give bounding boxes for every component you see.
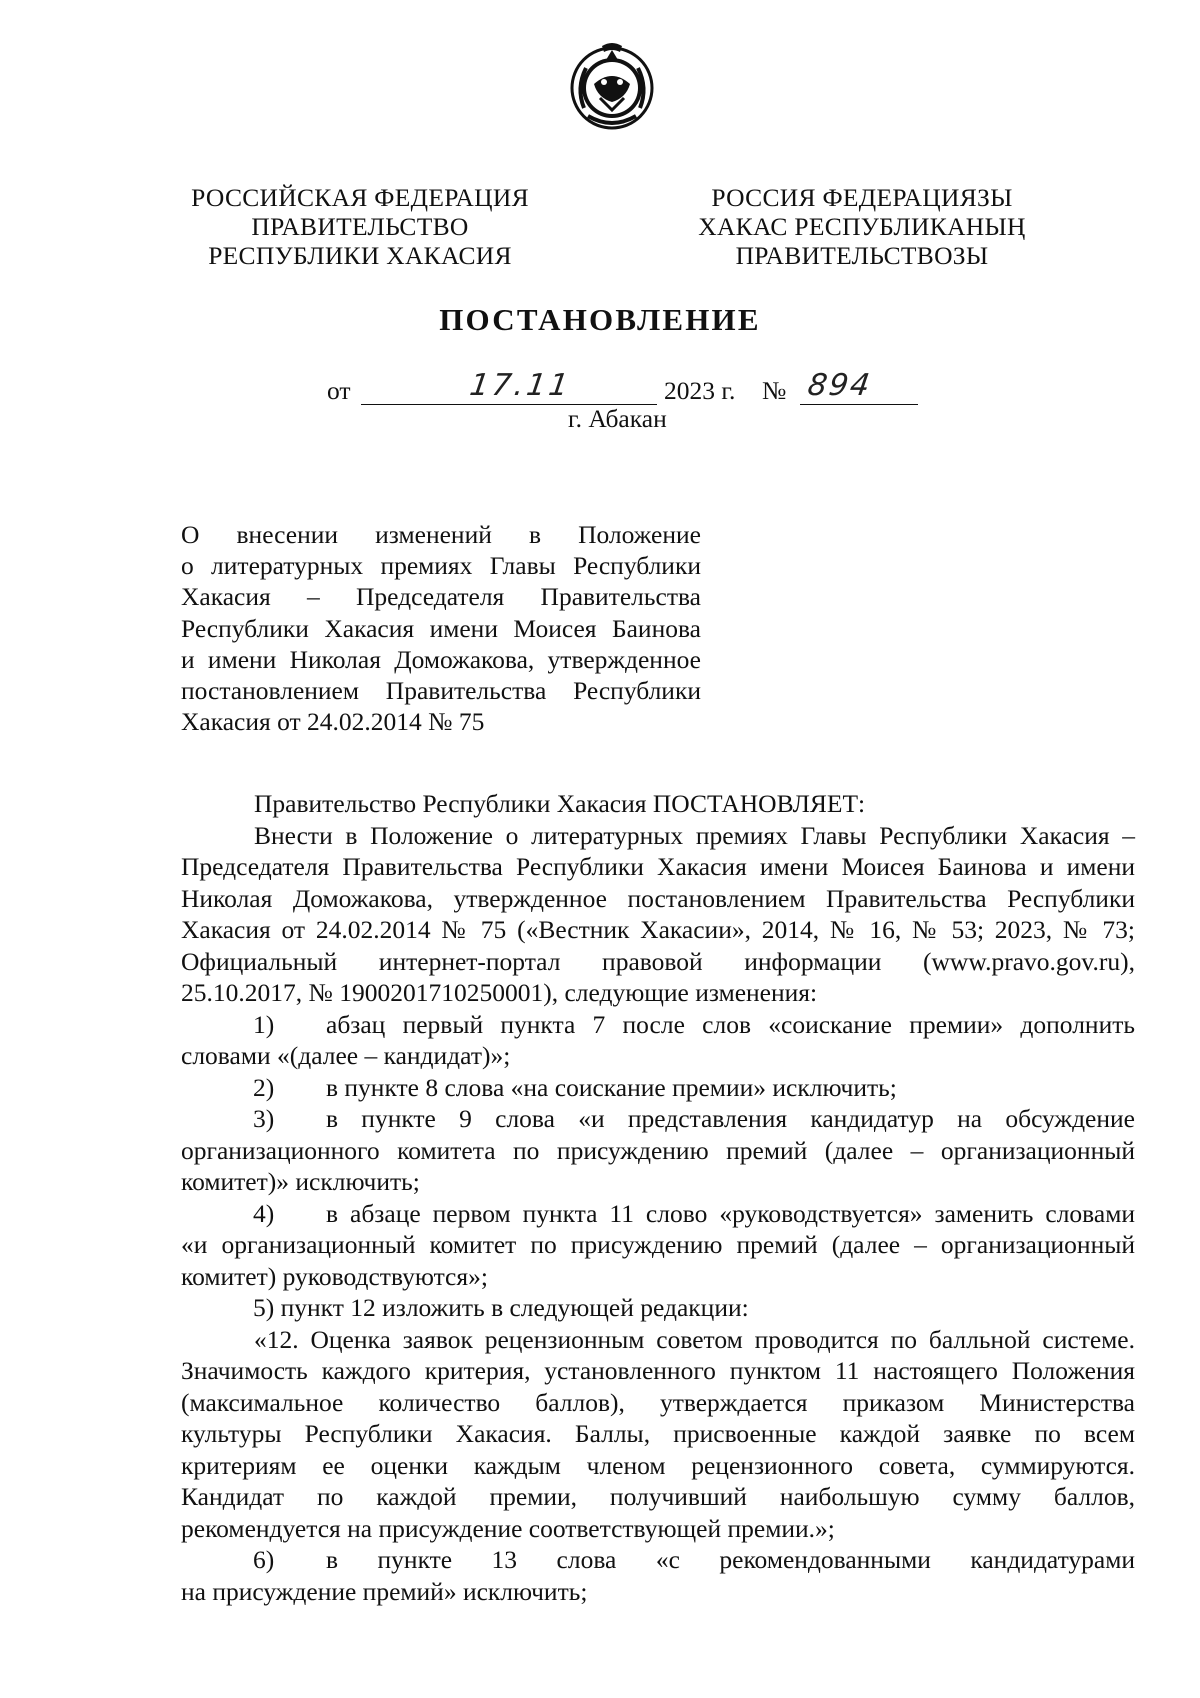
list-item-1: [181, 1009, 1135, 1041]
quote-line: Кандидат по каждой премии, получивший наибольшую сумму баллов,: [181, 1482, 1135, 1511]
number-label: №: [762, 376, 787, 405]
list-item-continuation: комитет) руководствуются»;: [181, 1261, 488, 1291]
dateline: [0, 368, 1200, 408]
header-right-line: ПРАВИТЕЛЬСТВОЗЫ: [735, 241, 989, 270]
intro-line: Николая Доможакова, утвержденное постановлением Правительства Республики: [181, 883, 1135, 913]
list-item-number: 2): [253, 1072, 275, 1102]
subject-line: Хакасия от 24.02.2014 № 75: [181, 707, 485, 737]
quote-line: рекомендуется на присуждение соответствующей премии.»;: [181, 1513, 835, 1543]
list-item-text: в пункте 13 слова «с рекомендованными кандидатурами: [326, 1545, 1135, 1574]
date-from-label: от: [327, 376, 351, 405]
header-right: [652, 183, 1072, 270]
list-item-continuation: организационного комитета по присуждению премий (далее – организационный: [181, 1135, 1135, 1165]
list-item-continuation: комитет)» исключить;: [181, 1167, 420, 1196]
list-item-2: [181, 1072, 1135, 1104]
date-year: 2023 г.: [664, 376, 736, 405]
list-item-text: в абзаце первом пункта 11 слово «руководствуется» заменить словами: [326, 1198, 1135, 1228]
list-item-text: абзац первый пункта 7 после слов «соискание премии» дополнить: [326, 1009, 1135, 1039]
intro-line: 25.10.2017, № 1900201710250001), следующие изменения:: [181, 978, 818, 1007]
header-left-line: ПРАВИТЕЛЬСТВО: [251, 212, 469, 241]
date-handwritten: 17.11: [467, 368, 574, 403]
preamble: Правительство Республики Хакасия ПОСТАНОВЛЯЕТ:: [254, 789, 866, 818]
intro-line: Председателя Правительства Республики Хакасия имени Моисея Баинова и имени: [181, 852, 1135, 881]
quote-line: культуры Республики Хакасия. Баллы, присвоенные каждой заявке по всем: [181, 1419, 1135, 1448]
document-subject: [181, 519, 701, 737]
list-item-5: 5) пункт 12 изложить в следующей редакции:: [253, 1293, 749, 1322]
subject-line: О внесении изменений в Положение: [181, 520, 701, 549]
quote-line: «12. Оценка заявок рецензионным советом проводится по балльной системе.: [254, 1324, 1135, 1354]
subject-line: Хакасия – Председателя Правительства: [181, 582, 701, 612]
number-handwritten: 894: [805, 368, 874, 403]
header-left-line: РОССИЙСКАЯ ФЕДЕРАЦИЯ: [191, 183, 529, 212]
list-item-4: [181, 1198, 1135, 1230]
list-item-continuation: на присуждение премий» исключить;: [181, 1576, 588, 1606]
list-item-text: в пункте 8 слова «на соискание премии» исключить;: [326, 1072, 897, 1102]
subject-line: Республики Хакасия имени Моисея Баинова: [181, 613, 701, 643]
quote-line: критериям ее оценки каждым членом рецензионного совета, суммируются.: [181, 1450, 1135, 1480]
list-item-number: 4): [253, 1198, 275, 1228]
coat-of-arms-emblem: [564, 38, 660, 134]
header-left: [150, 183, 570, 270]
quote-line: Значимость каждого критерия, установленного пунктом 11 настоящего Положения: [181, 1356, 1135, 1385]
list-item-number: 1): [253, 1009, 275, 1039]
subject-line: постановлением Правительства Республики: [181, 676, 701, 706]
list-item-number: 3): [253, 1104, 275, 1133]
subject-line: и имени Николая Доможакова, утвержденное: [181, 644, 701, 674]
list-item-number: 6): [253, 1545, 275, 1574]
intro-line: Внести в Положение о литературных премиях Главы Республики Хакасия –: [254, 820, 1135, 850]
quote-line: (максимальное количество баллов), утверждается приказом Министерства: [181, 1387, 1135, 1417]
list-item-continuation: словами «(далее – кандидат)»;: [181, 1041, 511, 1070]
document-title: ПОСТАНОВЛЕНИЕ: [439, 302, 761, 337]
list-item-text: в пункте 9 слова «и представления кандидатур на обсуждение: [326, 1104, 1135, 1133]
subject-line: о литературных премиях Главы Республики: [181, 551, 701, 581]
list-item-6: [181, 1544, 1135, 1576]
list-item-3: [181, 1103, 1135, 1135]
document-body: [181, 788, 1135, 1607]
city-name: г. Абакан: [568, 404, 667, 433]
intro-line: Хакасия от 24.02.2014 № 75 («Вестник Хакасии», 2014, № 16, № 53; 2023, № 73;: [181, 915, 1135, 944]
list-item-continuation: «и организационный комитет по присуждению премий (далее – организационный: [181, 1230, 1135, 1259]
header-right-line: РОССИЯ ФЕДЕРАЦИЯЗЫ: [711, 183, 1013, 212]
number-underline: [800, 404, 918, 405]
header-right-line: ХАКАС РЕСПУБЛИКАНЫҢ: [698, 212, 1026, 241]
intro-line: Официальный интернет-портал правовой информации (www.pravo.gov.ru),: [181, 946, 1135, 976]
header-left-line: РЕСПУБЛИКИ ХАКАСИЯ: [208, 241, 512, 270]
